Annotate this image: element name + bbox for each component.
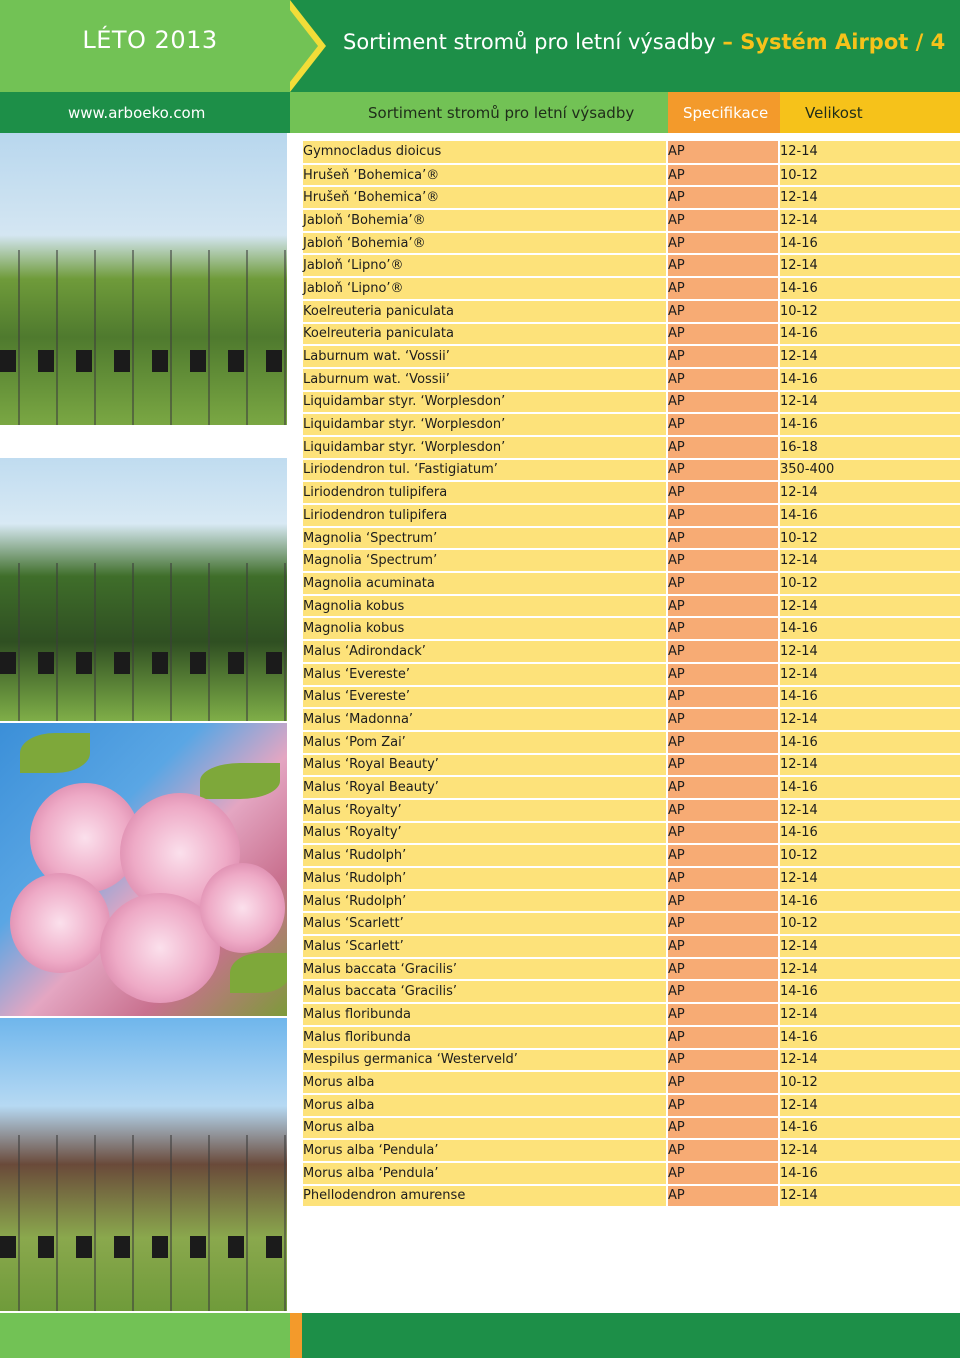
spec-value: AP xyxy=(667,686,779,709)
plant-name: Malus ‘Royalty’ xyxy=(303,822,667,845)
footer-right-band xyxy=(302,1313,960,1358)
table-row xyxy=(303,890,960,913)
website-link[interactable]: www.arboeko.com xyxy=(68,104,206,122)
table-row xyxy=(303,595,960,618)
plant-name: Laburnum wat. ‘Vossii’ xyxy=(303,345,667,368)
spec-value: AP xyxy=(667,595,779,618)
page-title xyxy=(343,30,945,54)
size-value: 12-14 xyxy=(779,549,960,572)
size-value: 14-16 xyxy=(779,1117,960,1140)
table-row xyxy=(303,686,960,709)
size-value: 14-16 xyxy=(779,232,960,255)
size-value: 14-16 xyxy=(779,617,960,640)
plant-name: Malus ‘Scarlett’ xyxy=(303,912,667,935)
table-row xyxy=(303,822,960,845)
plant-name: Malus ‘Evereste’ xyxy=(303,663,667,686)
title-main: Sortiment stromů pro letní výsadby xyxy=(343,30,716,54)
plant-name: Liquidambar styr. ‘Worplesdon’ xyxy=(303,391,667,414)
plant-name: Malus ‘Evereste’ xyxy=(303,686,667,709)
spec-value: AP xyxy=(667,254,779,277)
table-row xyxy=(303,323,960,346)
plant-name: Hrušeň ‘Bohemica’® xyxy=(303,164,667,187)
table-row xyxy=(303,459,960,482)
size-value: 14-16 xyxy=(779,776,960,799)
plant-name: Malus ‘Royal Beauty’ xyxy=(303,754,667,777)
spec-value: AP xyxy=(667,141,779,164)
spec-value: AP xyxy=(667,1094,779,1117)
spec-value: AP xyxy=(667,481,779,504)
size-value: 14-16 xyxy=(779,504,960,527)
plant-name: Malus ‘Rudolph’ xyxy=(303,890,667,913)
table-row xyxy=(303,1185,960,1208)
spec-value: AP xyxy=(667,436,779,459)
spec-value: AP xyxy=(667,504,779,527)
plant-name: Laburnum wat. ‘Vossii’ xyxy=(303,368,667,391)
plant-name: Koelreuteria paniculata xyxy=(303,300,667,323)
size-value: 12-14 xyxy=(779,1003,960,1026)
size-value: 14-16 xyxy=(779,368,960,391)
spec-value: AP xyxy=(667,912,779,935)
season-label: LÉTO 2013 xyxy=(82,26,218,54)
table-row xyxy=(303,1117,960,1140)
spec-value: AP xyxy=(667,368,779,391)
size-value: 14-16 xyxy=(779,980,960,1003)
size-value: 14-16 xyxy=(779,822,960,845)
size-value: 14-16 xyxy=(779,890,960,913)
size-value: 10-12 xyxy=(779,164,960,187)
plant-name: Jabloň ‘Bohemia’® xyxy=(303,209,667,232)
size-value: 12-14 xyxy=(779,254,960,277)
size-value: 12-14 xyxy=(779,595,960,618)
table-row xyxy=(303,935,960,958)
plant-name: Mespilus germanica ‘Westerveld’ xyxy=(303,1049,667,1072)
plant-name: Malus ‘Royal Beauty’ xyxy=(303,776,667,799)
leaf-shape xyxy=(230,953,287,993)
tree-trunks xyxy=(0,250,287,425)
column-header-size: Velikost xyxy=(805,104,863,122)
plant-name: Phellodendron amurense xyxy=(303,1185,667,1208)
plant-name: Koelreuteria paniculata xyxy=(303,323,667,346)
size-value: 12-14 xyxy=(779,708,960,731)
size-value: 14-16 xyxy=(779,413,960,436)
nursery-photo-3 xyxy=(0,1018,287,1311)
table-row xyxy=(303,640,960,663)
table-row xyxy=(303,663,960,686)
size-value: 12-14 xyxy=(779,1139,960,1162)
size-value: 12-14 xyxy=(779,209,960,232)
spec-value: AP xyxy=(667,345,779,368)
table-row xyxy=(303,141,960,164)
spec-value: AP xyxy=(667,391,779,414)
size-value: 14-16 xyxy=(779,731,960,754)
spec-value: AP xyxy=(667,617,779,640)
table-row xyxy=(303,481,960,504)
size-value: 12-14 xyxy=(779,754,960,777)
plant-name: Morus alba xyxy=(303,1117,667,1140)
table-row xyxy=(303,436,960,459)
spec-value: AP xyxy=(667,980,779,1003)
table-row xyxy=(303,549,960,572)
plant-name: Jabloň ‘Bohemia’® xyxy=(303,232,667,255)
table-row xyxy=(303,413,960,436)
column-header-spec: Specifikace xyxy=(683,104,769,122)
spec-value: AP xyxy=(667,867,779,890)
size-value: 14-16 xyxy=(779,1162,960,1185)
spec-value: AP xyxy=(667,413,779,436)
table-row xyxy=(303,799,960,822)
table-row xyxy=(303,527,960,550)
spec-value: AP xyxy=(667,1003,779,1026)
spec-value: AP xyxy=(667,232,779,255)
plant-name: Liquidambar styr. ‘Worplesdon’ xyxy=(303,413,667,436)
table-row xyxy=(303,1003,960,1026)
table-row xyxy=(303,1071,960,1094)
size-value: 14-16 xyxy=(779,277,960,300)
plant-name: Magnolia ‘Spectrum’ xyxy=(303,549,667,572)
plant-name: Morus alba xyxy=(303,1071,667,1094)
spec-value: AP xyxy=(667,1071,779,1094)
table-row xyxy=(303,1049,960,1072)
spec-value: AP xyxy=(667,1162,779,1185)
table-row xyxy=(303,300,960,323)
plant-name: Malus floribunda xyxy=(303,1026,667,1049)
plant-name: Malus floribunda xyxy=(303,1003,667,1026)
table-row xyxy=(303,277,960,300)
plant-name: Malus ‘Madonna’ xyxy=(303,708,667,731)
plant-name: Malus ‘Rudolph’ xyxy=(303,844,667,867)
size-value: 12-14 xyxy=(779,640,960,663)
plant-name: Magnolia ‘Spectrum’ xyxy=(303,527,667,550)
blossom-photo xyxy=(0,723,287,1016)
table-row xyxy=(303,164,960,187)
size-value: 14-16 xyxy=(779,1026,960,1049)
plant-name: Magnolia kobus xyxy=(303,617,667,640)
nursery-photo-2 xyxy=(0,458,287,721)
spec-value: AP xyxy=(667,1049,779,1072)
table-row xyxy=(303,708,960,731)
spec-value: AP xyxy=(667,186,779,209)
airpot-containers xyxy=(0,1236,287,1258)
spec-value: AP xyxy=(667,209,779,232)
spec-value: AP xyxy=(667,776,779,799)
size-value: 12-14 xyxy=(779,799,960,822)
table-row xyxy=(303,345,960,368)
size-value: 12-14 xyxy=(779,935,960,958)
plant-name: Malus ‘Royalty’ xyxy=(303,799,667,822)
table-row xyxy=(303,980,960,1003)
plant-name: Jabloň ‘Lipno’® xyxy=(303,254,667,277)
spec-value: AP xyxy=(667,958,779,981)
spec-value: AP xyxy=(667,890,779,913)
size-value: 12-14 xyxy=(779,391,960,414)
table-row xyxy=(303,391,960,414)
spec-value: AP xyxy=(667,1185,779,1208)
footer-left-band xyxy=(0,1313,290,1358)
size-value: 10-12 xyxy=(779,844,960,867)
plant-name: Malus ‘Adirondack’ xyxy=(303,640,667,663)
spec-value: AP xyxy=(667,822,779,845)
plant-name: Gymnocladus dioicus xyxy=(303,141,667,164)
table-row xyxy=(303,867,960,890)
table-row xyxy=(303,1162,960,1185)
table-row xyxy=(303,1139,960,1162)
plant-name: Morus alba xyxy=(303,1094,667,1117)
size-value: 12-14 xyxy=(779,1185,960,1208)
size-value: 12-14 xyxy=(779,345,960,368)
plant-name: Magnolia acuminata xyxy=(303,572,667,595)
size-value: 14-16 xyxy=(779,323,960,346)
catalog-rows xyxy=(303,141,960,1207)
size-value: 14-16 xyxy=(779,686,960,709)
tree-trunks xyxy=(0,1135,287,1311)
table-row xyxy=(303,912,960,935)
table-row xyxy=(303,368,960,391)
catalog-table xyxy=(303,141,960,1208)
table-row xyxy=(303,232,960,255)
airpot-containers xyxy=(0,350,287,372)
spec-value: AP xyxy=(667,277,779,300)
size-value: 12-14 xyxy=(779,958,960,981)
leaf-shape xyxy=(20,733,90,773)
table-row xyxy=(303,186,960,209)
size-value: 12-14 xyxy=(779,867,960,890)
table-row xyxy=(303,617,960,640)
nursery-photo-1 xyxy=(0,133,287,425)
size-value: 10-12 xyxy=(779,912,960,935)
plant-name: Liriodendron tulipifera xyxy=(303,481,667,504)
table-row xyxy=(303,731,960,754)
spec-value: AP xyxy=(667,527,779,550)
plant-name: Hrušeň ‘Bohemica’® xyxy=(303,186,667,209)
spec-value: AP xyxy=(667,640,779,663)
size-value: 10-12 xyxy=(779,572,960,595)
table-row xyxy=(303,844,960,867)
spec-value: AP xyxy=(667,799,779,822)
tree-trunks xyxy=(0,563,287,721)
plant-name: Liquidambar styr. ‘Worplesdon’ xyxy=(303,436,667,459)
plant-name: Malus baccata ‘Gracilis’ xyxy=(303,980,667,1003)
plant-name: Malus ‘Rudolph’ xyxy=(303,867,667,890)
title-accent: – Systém Airpot / 4 xyxy=(722,30,946,54)
spec-value: AP xyxy=(667,844,779,867)
size-value: 12-14 xyxy=(779,1049,960,1072)
table-row xyxy=(303,754,960,777)
plant-name: Morus alba ‘Pendula’ xyxy=(303,1162,667,1185)
blossom-cluster xyxy=(10,873,110,973)
size-value: 350-400 xyxy=(779,459,960,482)
leaf-shape xyxy=(200,763,280,799)
spec-value: AP xyxy=(667,300,779,323)
size-value: 10-12 xyxy=(779,300,960,323)
size-value: 12-14 xyxy=(779,481,960,504)
spec-value: AP xyxy=(667,663,779,686)
plant-name: Malus ‘Scarlett’ xyxy=(303,935,667,958)
spec-value: AP xyxy=(667,549,779,572)
table-row xyxy=(303,504,960,527)
table-row xyxy=(303,209,960,232)
spec-value: AP xyxy=(667,731,779,754)
airpot-containers xyxy=(0,652,287,674)
plant-name: Morus alba ‘Pendula’ xyxy=(303,1139,667,1162)
spec-value: AP xyxy=(667,935,779,958)
size-value: 12-14 xyxy=(779,1094,960,1117)
spec-value: AP xyxy=(667,1026,779,1049)
size-value: 16-18 xyxy=(779,436,960,459)
size-value: 12-14 xyxy=(779,141,960,164)
plant-name: Magnolia kobus xyxy=(303,595,667,618)
plant-name: Jabloň ‘Lipno’® xyxy=(303,277,667,300)
table-row xyxy=(303,1094,960,1117)
plant-name: Malus baccata ‘Gracilis’ xyxy=(303,958,667,981)
spec-value: AP xyxy=(667,323,779,346)
table-row xyxy=(303,776,960,799)
plant-name: Malus ‘Pom Zai’ xyxy=(303,731,667,754)
size-value: 10-12 xyxy=(779,527,960,550)
spec-value: AP xyxy=(667,572,779,595)
table-row xyxy=(303,254,960,277)
plant-name: Liriodendron tul. ‘Fastigiatum’ xyxy=(303,459,667,482)
footer-orange-band xyxy=(290,1313,302,1358)
table-row xyxy=(303,1026,960,1049)
table-row xyxy=(303,572,960,595)
plant-name: Liriodendron tulipifera xyxy=(303,504,667,527)
spec-value: AP xyxy=(667,1139,779,1162)
spec-value: AP xyxy=(667,1117,779,1140)
spec-value: AP xyxy=(667,164,779,187)
size-value: 12-14 xyxy=(779,186,960,209)
spec-value: AP xyxy=(667,459,779,482)
table-row xyxy=(303,958,960,981)
column-header-name: Sortiment stromů pro letní výsadby xyxy=(368,104,635,122)
blossom-cluster xyxy=(200,863,285,953)
size-value: 12-14 xyxy=(779,663,960,686)
size-value: 10-12 xyxy=(779,1071,960,1094)
spec-value: AP xyxy=(667,754,779,777)
spec-value: AP xyxy=(667,708,779,731)
